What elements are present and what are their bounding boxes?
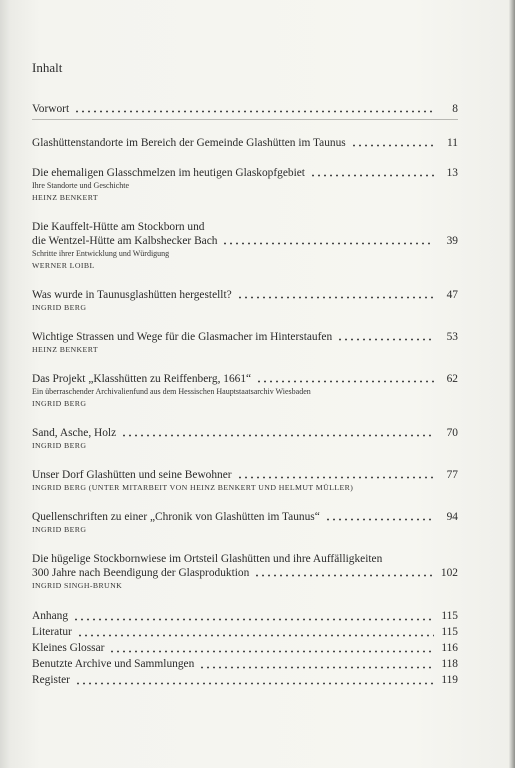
entry-title-line: Die Kauffelt-Hütte am Stockborn und (32, 221, 205, 233)
leader-dots (237, 289, 434, 299)
leader-dots (325, 511, 434, 521)
leader-dots (310, 167, 434, 177)
entry-page: 118 (441, 658, 458, 670)
toc-entry (32, 510, 458, 536)
appendix-item (32, 640, 458, 656)
entry-title: 300 Jahre nach Beendigung der Glasproduktion (32, 567, 250, 579)
entry-page: 115 (441, 626, 458, 638)
leader-dots (75, 675, 434, 685)
entry-page: 102 (440, 567, 458, 579)
entry-page: 39 (446, 235, 458, 247)
entry-title: Quellenschriften zu einer „Chronik von Glashütten im Taunus“ (32, 511, 320, 523)
entry-title: Sand, Asche, Holz (32, 427, 117, 439)
entry-title: Kleines Glossar (32, 642, 105, 654)
leader-dots (73, 611, 434, 621)
leader-dots (254, 567, 434, 577)
entry-title: Was wurde in Taunusglashütten hergestellt? (32, 289, 232, 301)
toc-entry (32, 372, 458, 410)
table-of-contents (32, 60, 458, 688)
toc-heading: Inhalt (32, 60, 63, 75)
entry-title-line: Die hügelige Stockbornwiese im Ortsteil Glashütten und ihre Auffälligkeiten (32, 553, 383, 565)
page-binding-shadow (509, 0, 515, 768)
toc-entry (32, 166, 458, 204)
entry-title: Glashüttenstandorte im Bereich der Gemeinde Glashütten im Taunus (32, 137, 346, 149)
entry-page: 47 (446, 289, 458, 301)
entry-page: 77 (446, 469, 458, 481)
entry-author: INGRID BERG (UNTER MITARBEIT VON HEINZ BENKERT UND HELMUT MÜLLER) (32, 483, 354, 492)
entry-author: INGRID SINGH-BRUNK (32, 581, 123, 590)
entry-page: 70 (446, 427, 458, 439)
entry-title: Anhang (32, 610, 69, 622)
toc-entry (32, 468, 458, 494)
entry-page: 115 (441, 610, 458, 622)
leader-dots (199, 659, 434, 669)
entry-author: INGRID BERG (32, 525, 87, 534)
leader-dots (109, 643, 434, 653)
leader-dots (77, 627, 434, 637)
entry-title: Register (32, 674, 70, 686)
entry-page: 8 (452, 103, 458, 115)
toc-entry (32, 288, 458, 314)
appendix-item (32, 608, 458, 624)
toc-entry (32, 330, 458, 356)
entry-title: Wichtige Strassen und Wege für die Glasmacher im Hinterstaufen (32, 331, 333, 343)
leader-dots (256, 373, 434, 383)
entry-title: Vorwort (32, 103, 70, 115)
toc-entry (32, 552, 458, 592)
leader-dots (74, 103, 434, 113)
entry-subtitle: Ihre Standorte und Geschichte (32, 181, 130, 190)
entry-author: HEINZ BENKERT (32, 193, 99, 202)
toc-entry (32, 220, 458, 272)
leader-dots (222, 235, 434, 245)
leader-dots (351, 137, 434, 147)
leader-dots (237, 469, 434, 479)
entry-title: Das Projekt „Klasshütten zu Reiffenberg, 1661“ (32, 373, 252, 385)
entry-title: Literatur (32, 626, 72, 638)
entry-page: 13 (446, 167, 458, 179)
entry-page: 94 (446, 511, 458, 523)
entry-author: INGRID BERG (32, 303, 87, 312)
entry-title: Die ehemaligen Glasschmelzen im heutigen Glaskopfgebiet (32, 167, 305, 179)
entry-page: 62 (446, 373, 458, 385)
entry-page: 119 (441, 674, 458, 686)
toc-entry (32, 102, 458, 120)
entry-title: Unser Dorf Glashütten und seine Bewohner (32, 469, 232, 481)
appendix-item (32, 672, 458, 688)
toc-entry (32, 426, 458, 452)
entry-author: HEINZ BENKERT (32, 345, 99, 354)
toc-entry (32, 136, 458, 150)
leader-dots (337, 331, 434, 341)
entry-title: Benutzte Archive und Sammlungen (32, 658, 195, 670)
entry-page: 11 (447, 137, 458, 149)
entry-subtitle: Ein überraschender Archivalienfund aus dem Hessischen Hauptstaatsarchiv Wiesbaden (32, 387, 311, 396)
entry-subtitle: Schritte ihrer Entwicklung und Würdigung (32, 249, 170, 258)
appendix-item (32, 656, 458, 672)
divider (32, 119, 458, 120)
entry-author: WERNER LOIBL (32, 261, 95, 270)
entry-page: 53 (446, 331, 458, 343)
appendix-item (32, 624, 458, 640)
appendix-list (32, 608, 458, 688)
entry-author: INGRID BERG (32, 399, 87, 408)
entry-page: 116 (441, 642, 458, 654)
entry-author: INGRID BERG (32, 441, 87, 450)
leader-dots (121, 427, 434, 437)
entry-title: die Wentzel-Hütte am Kalbshecker Bach (32, 235, 218, 247)
